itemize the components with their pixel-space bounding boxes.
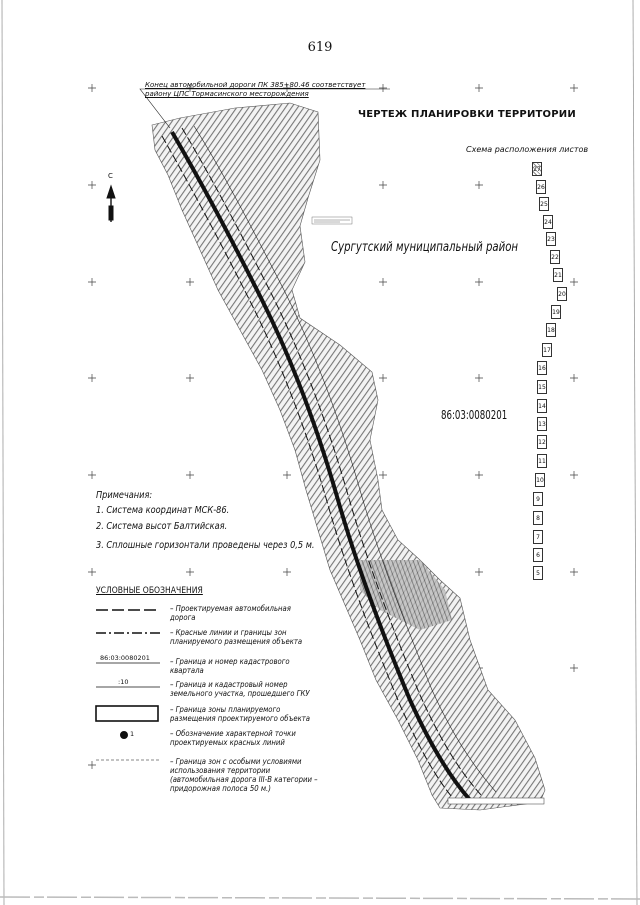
cadastral-quarter-label: 86:03:0080201 [441,408,508,422]
sheet-24: 24 [543,215,553,229]
legend-item-cadastral-quarter: – Граница и номер кадастрового квартала [170,657,290,675]
sheet-18: 18 [546,323,556,337]
note-item: 2. Система высот Балтийская. [96,521,228,532]
legend-item-zone-boundary: – Граница зоны планируемого размещения проектируемого объекта [170,705,311,723]
map-small-label [312,217,352,224]
sheet-7: 7 [533,530,543,544]
sheet-16: 16 [537,361,547,375]
drawing-title: ЧЕРТЕЖ ПЛАНИРОВКИ ТЕРРИТОРИИ [358,109,576,120]
sheet-15: 15 [537,380,547,394]
sheet-22: 22 [550,250,560,264]
note-item: 1. Система координат МСК-86. [96,505,230,516]
legend-code-cadastre: 86:03:0080201 [100,654,150,662]
sheet-17: 17 [542,343,552,357]
sheet-scheme-title: Схема расположения листов [466,145,589,154]
sheet-14: 14 [537,399,547,413]
north-label: С [108,172,113,180]
page-border-left [2,0,4,905]
legend-item-road: – Проектируемая автомобильная дорога [170,604,291,622]
sheet-25: 25 [539,197,549,211]
notes-title: Примечания: [96,490,153,501]
page-border-right [633,0,637,905]
sheet-13: 13 [537,417,547,431]
notes-block [96,488,315,553]
legend-item-special-zone: – Граница зон с особыми условиями использования территории (автомобильная дорога III-В категории – придорожная полоса 50 м.) [170,757,318,793]
sheet-6: 6 [533,548,543,562]
map-stamp-strip [448,798,544,804]
sheet-19: 19 [551,305,561,319]
sheet-11: 11 [537,454,547,468]
legend-title: УСЛОВНЫЕ ОБОЗНАЧЕНИЯ [96,586,203,596]
sheet-20: 20 [557,287,567,301]
planned-zone-hatch [152,103,545,810]
sheet-23: 23 [546,232,556,246]
sheet-9: 9 [533,492,543,506]
sheet-8: 8 [533,511,543,525]
page-number: 619 [307,40,333,55]
legend-code-parcel: :10 [118,678,129,686]
legend-item-red-lines: – Красные линии и границы зон планируемого размещения объекта [170,628,303,646]
sheet-10: 10 [535,473,545,487]
page-border-bottom [0,897,640,899]
road-end-note: Конец автомобильной дороги ПК 385+80.46 соответствует району ЦПС Тормасинского месторождения [145,81,366,98]
district-label: Сургутский муниципальный район [331,240,519,255]
sheet-21: 21 [553,268,563,282]
north-arrow [107,186,115,222]
legend-code-point: 1 [130,730,135,738]
sheet-12: 12 [537,435,547,449]
sheet-27: 27 [532,162,542,176]
sheet-5: 5 [533,566,543,580]
legend-item-parcel: – Граница и кадастровый номер земельного участка, прошедшего ГКУ [170,680,310,698]
sheet-26: 26 [536,180,546,194]
note-item: 3. Сплошные горизонтали проведены через 0,5 м. [96,540,315,551]
legend-item-characteristic-point: – Обозначение характерной точки проектируемых красных линий [170,729,296,747]
